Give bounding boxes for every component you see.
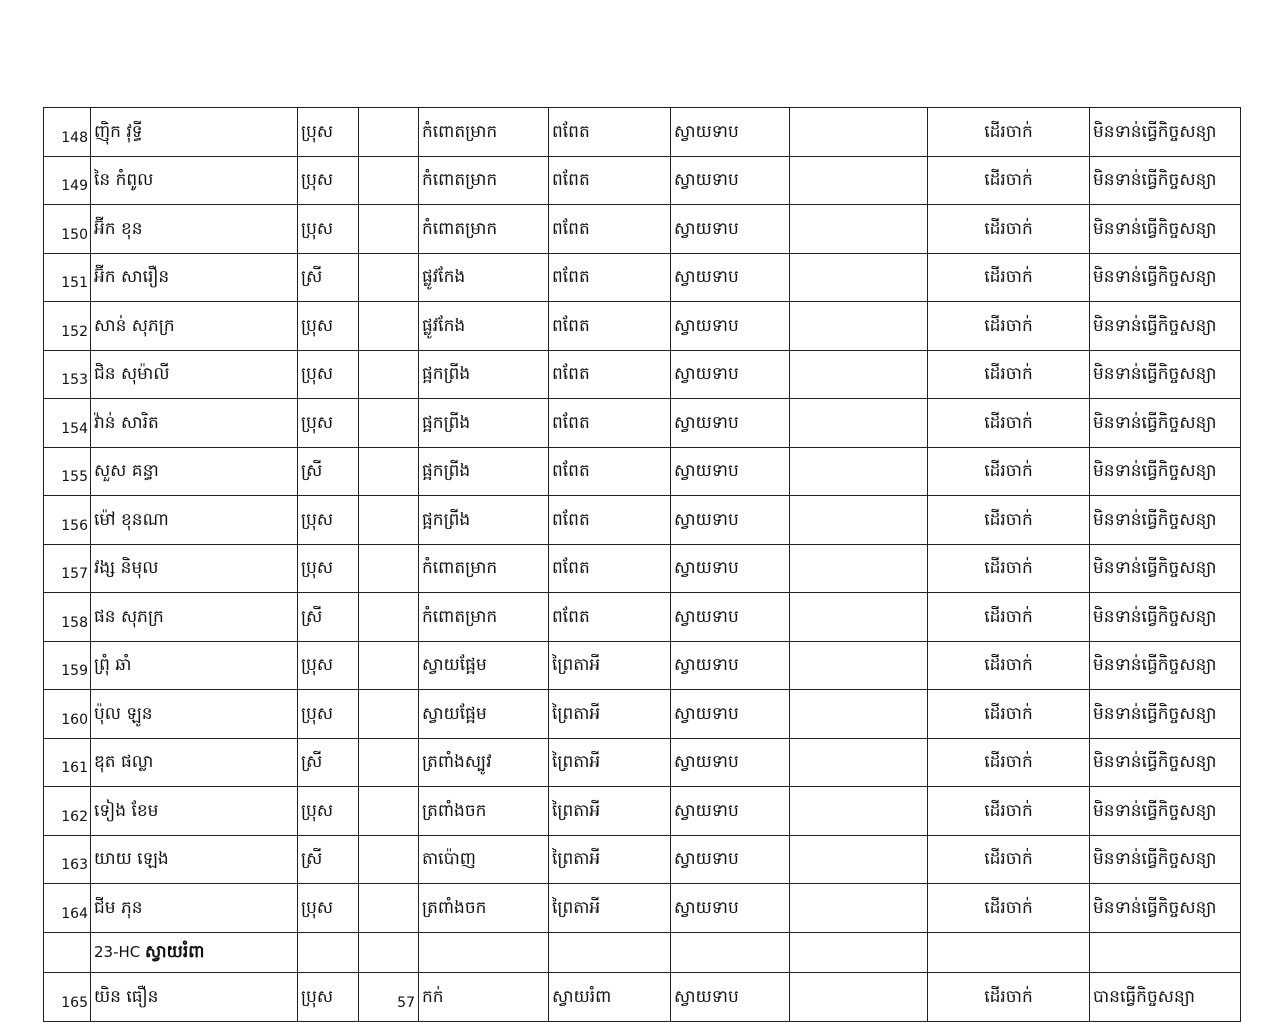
- district-cell: ស្វាយទាប: [671, 884, 790, 933]
- row-number-cell: 154: [44, 399, 91, 448]
- age-cell: [359, 108, 419, 157]
- sex-cell: ស្រី: [298, 447, 359, 496]
- table-row: [44, 973, 1241, 1022]
- age-cell: [359, 302, 419, 351]
- village-cell: ត្រពាំងចក: [419, 787, 549, 836]
- contract-result-cell: មិនទាន់ធ្វើកិច្ចសន្យា: [1090, 787, 1241, 836]
- age-cell: [359, 835, 419, 884]
- group-blank-cell: [549, 932, 671, 973]
- row-number-cell: 160: [44, 690, 91, 739]
- group-blank-cell: [419, 932, 549, 973]
- sex-cell: ប្រុស: [298, 787, 359, 836]
- sex-cell: ប្រុស: [298, 641, 359, 690]
- sex-cell: ប្រុស: [298, 399, 359, 448]
- age-cell: [359, 253, 419, 302]
- contract-result-cell: មិនទាន់ធ្វើកិច្ចសន្យា: [1090, 447, 1241, 496]
- sex-cell: ស្រី: [298, 253, 359, 302]
- row-number-cell: 158: [44, 593, 91, 642]
- status-cell: ដើរចាក់: [928, 302, 1090, 351]
- age-cell: [359, 544, 419, 593]
- status-cell: ដើរចាក់: [928, 496, 1090, 545]
- contract-result-cell: មិនទាន់ធ្វើកិច្ចសន្យា: [1090, 738, 1241, 787]
- district-cell: ស្វាយទាប: [671, 253, 790, 302]
- contract-result-cell: មិនទាន់ធ្វើកិច្ចសន្យា: [1090, 302, 1241, 351]
- blank-column-cell: [790, 399, 928, 448]
- group-blank-cell: [298, 932, 359, 973]
- table-row: [44, 447, 1241, 496]
- group-label-cell: [91, 932, 298, 973]
- commune-cell: ពពែត: [549, 205, 671, 254]
- commune-cell: ពពែត: [549, 156, 671, 205]
- table-row: [44, 399, 1241, 448]
- person-name-cell: ផន សុភក្រ: [91, 593, 298, 642]
- sex-cell: ប្រុស: [298, 156, 359, 205]
- contract-result-cell: មិនទាន់ធ្វើកិច្ចសន្យា: [1090, 156, 1241, 205]
- document-sheet: [43, 107, 1241, 1022]
- district-cell: ស្វាយទាប: [671, 302, 790, 351]
- row-number-cell: 149: [44, 156, 91, 205]
- person-name-cell: ជីម ភុន: [91, 884, 298, 933]
- person-name-cell: អ៊ីក សារឿន: [91, 253, 298, 302]
- person-name-cell: នៃ កំពូល: [91, 156, 298, 205]
- row-number-cell: 151: [44, 253, 91, 302]
- village-cell: ផ្លូវកែង: [419, 253, 549, 302]
- commune-cell: ពពែត: [549, 447, 671, 496]
- commune-cell: ព្រៃតាអី: [549, 738, 671, 787]
- commune-cell: ពពែត: [549, 496, 671, 545]
- district-cell: ស្វាយទាប: [671, 738, 790, 787]
- village-cell: ស្វាយផ្អែម: [419, 641, 549, 690]
- sex-cell: ប្រុស: [298, 544, 359, 593]
- commune-cell: ពពែត: [549, 544, 671, 593]
- group-blank-cell: [790, 932, 928, 973]
- contract-result-cell: បានធ្វើកិច្ចសន្យា: [1090, 973, 1241, 1022]
- commune-cell: ពពែត: [549, 108, 671, 157]
- village-cell: ផ្អកព្រីង: [419, 496, 549, 545]
- table-row: [44, 641, 1241, 690]
- blank-column-cell: [790, 350, 928, 399]
- person-name-cell: សួស គន្ធា: [91, 447, 298, 496]
- status-cell: ដើរចាក់: [928, 108, 1090, 157]
- age-cell: [359, 738, 419, 787]
- table-row: [44, 350, 1241, 399]
- table-row: [44, 738, 1241, 787]
- group-blank-cell: [1090, 932, 1241, 973]
- village-cell: ត្រពាំងស្បូវ: [419, 738, 549, 787]
- person-name-cell: ជិន សុម៉ាលី: [91, 350, 298, 399]
- status-cell: ដើរចាក់: [928, 156, 1090, 205]
- district-cell: ស្វាយទាប: [671, 350, 790, 399]
- contract-result-cell: មិនទាន់ធ្វើកិច្ចសន្យា: [1090, 835, 1241, 884]
- age-cell: [359, 496, 419, 545]
- status-cell: ដើរចាក់: [928, 205, 1090, 254]
- group-blank-cell: [44, 932, 91, 973]
- person-name-cell: សាន់ សុភក្រ: [91, 302, 298, 351]
- table-row: [44, 544, 1241, 593]
- age-cell: [359, 205, 419, 254]
- village-cell: កំពោតម្រាក: [419, 156, 549, 205]
- commune-cell: ព្រៃតាអី: [549, 835, 671, 884]
- table-row: [44, 787, 1241, 836]
- blank-column-cell: [790, 156, 928, 205]
- age-cell: [359, 350, 419, 399]
- sex-cell: ស្រី: [298, 835, 359, 884]
- status-cell: ដើរចាក់: [928, 447, 1090, 496]
- contract-result-cell: មិនទាន់ធ្វើកិច្ចសន្យា: [1090, 544, 1241, 593]
- sex-cell: ប្រុស: [298, 884, 359, 933]
- table-row: [44, 690, 1241, 739]
- table-row: [44, 884, 1241, 933]
- table-row: [44, 108, 1241, 157]
- status-cell: ដើរចាក់: [928, 253, 1090, 302]
- district-cell: ស្វាយទាប: [671, 544, 790, 593]
- status-cell: ដើរចាក់: [928, 835, 1090, 884]
- status-cell: ដើរចាក់: [928, 690, 1090, 739]
- village-cell: តាប៉ោញ: [419, 835, 549, 884]
- sex-cell: ប្រុស: [298, 973, 359, 1022]
- village-cell: ស្វាយផ្អែម: [419, 690, 549, 739]
- blank-column-cell: [790, 787, 928, 836]
- commune-cell: ពពែត: [549, 302, 671, 351]
- blank-column-cell: [790, 973, 928, 1022]
- contract-result-cell: មិនទាន់ធ្វើកិច្ចសន្យា: [1090, 205, 1241, 254]
- blank-column-cell: [790, 496, 928, 545]
- commune-cell: ព្រៃតាអី: [549, 884, 671, 933]
- commune-cell: ព្រៃតាអី: [549, 787, 671, 836]
- district-cell: ស្វាយទាប: [671, 787, 790, 836]
- status-cell: ដើរចាក់: [928, 544, 1090, 593]
- blank-column-cell: [790, 205, 928, 254]
- person-name-cell: យិន ធឿន: [91, 973, 298, 1022]
- data-table: [43, 107, 1241, 1022]
- blank-column-cell: [790, 835, 928, 884]
- contract-result-cell: មិនទាន់ធ្វើកិច្ចសន្យា: [1090, 593, 1241, 642]
- group-code: 23-HC: [94, 943, 141, 962]
- contract-result-cell: មិនទាន់ធ្វើកិច្ចសន្យា: [1090, 108, 1241, 157]
- sex-cell: ប្រុស: [298, 496, 359, 545]
- person-name-cell: ឌុត ផល្លា: [91, 738, 298, 787]
- row-number-cell: 163: [44, 835, 91, 884]
- sex-cell: ប្រុស: [298, 302, 359, 351]
- row-number-cell: 161: [44, 738, 91, 787]
- district-cell: ស្វាយទាប: [671, 447, 790, 496]
- table-row: [44, 253, 1241, 302]
- village-cell: កំពោតម្រាក: [419, 593, 549, 642]
- row-number-cell: 153: [44, 350, 91, 399]
- person-name-cell: ម៉ៅ ខុនណា: [91, 496, 298, 545]
- district-cell: ស្វាយទាប: [671, 156, 790, 205]
- sex-cell: ស្រី: [298, 593, 359, 642]
- village-cell: ត្រពាំងចក: [419, 884, 549, 933]
- age-cell: [359, 156, 419, 205]
- blank-column-cell: [790, 253, 928, 302]
- age-cell: [359, 787, 419, 836]
- commune-cell: ស្វាយរំពា: [549, 973, 671, 1022]
- district-cell: ស្វាយទាប: [671, 399, 790, 448]
- person-name-cell: វ៉ាន់ សារិត: [91, 399, 298, 448]
- row-number-cell: 155: [44, 447, 91, 496]
- sex-cell: ប្រុស: [298, 350, 359, 399]
- contract-result-cell: មិនទាន់ធ្វើកិច្ចសន្យា: [1090, 253, 1241, 302]
- contract-result-cell: មិនទាន់ធ្វើកិច្ចសន្យា: [1090, 496, 1241, 545]
- status-cell: ដើរចាក់: [928, 738, 1090, 787]
- person-name-cell: ព្រុំ ឆាំ: [91, 641, 298, 690]
- district-cell: ស្វាយទាប: [671, 108, 790, 157]
- age-cell: [359, 690, 419, 739]
- status-cell: ដើរចាក់: [928, 399, 1090, 448]
- person-name-cell: វង្ស និមុល: [91, 544, 298, 593]
- status-cell: ដើរចាក់: [928, 787, 1090, 836]
- group-blank-cell: [359, 932, 419, 973]
- contract-result-cell: មិនទាន់ធ្វើកិច្ចសន្យា: [1090, 350, 1241, 399]
- table-row: [44, 593, 1241, 642]
- table-row: [44, 835, 1241, 884]
- blank-column-cell: [790, 641, 928, 690]
- table-row: [44, 156, 1241, 205]
- person-name-cell: ញ៉ិក វុទ្ធី: [91, 108, 298, 157]
- group-blank-cell: [928, 932, 1090, 973]
- blank-column-cell: [790, 738, 928, 787]
- sex-cell: ប្រុស: [298, 108, 359, 157]
- person-name-cell: អ៊ីក ខុន: [91, 205, 298, 254]
- age-cell: 57: [359, 973, 419, 1022]
- blank-column-cell: [790, 884, 928, 933]
- person-name-cell: ប៉ុល ឡូន: [91, 690, 298, 739]
- row-number-cell: 152: [44, 302, 91, 351]
- village-cell: ផ្អកព្រីង: [419, 447, 549, 496]
- age-cell: [359, 641, 419, 690]
- commune-cell: ពពែត: [549, 350, 671, 399]
- village-cell: ផ្អកព្រីង: [419, 399, 549, 448]
- village-cell: ផ្អកព្រីង: [419, 350, 549, 399]
- blank-column-cell: [790, 108, 928, 157]
- row-number-cell: 157: [44, 544, 91, 593]
- village-cell: កំពោតម្រាក: [419, 544, 549, 593]
- row-number-cell: 165: [44, 973, 91, 1022]
- sex-cell: ប្រុស: [298, 205, 359, 254]
- row-number-cell: 164: [44, 884, 91, 933]
- sex-cell: ប្រុស: [298, 690, 359, 739]
- status-cell: ដើរចាក់: [928, 973, 1090, 1022]
- commune-cell: ពពែត: [549, 593, 671, 642]
- age-cell: [359, 884, 419, 933]
- blank-column-cell: [790, 593, 928, 642]
- commune-cell: ពពែត: [549, 253, 671, 302]
- sex-cell: ស្រី: [298, 738, 359, 787]
- row-number-cell: 159: [44, 641, 91, 690]
- row-number-cell: 150: [44, 205, 91, 254]
- district-cell: ស្វាយទាប: [671, 690, 790, 739]
- status-cell: ដើរចាក់: [928, 350, 1090, 399]
- contract-result-cell: មិនទាន់ធ្វើកិច្ចសន្យា: [1090, 641, 1241, 690]
- table-row: [44, 302, 1241, 351]
- row-number-cell: 156: [44, 496, 91, 545]
- age-cell: [359, 399, 419, 448]
- blank-column-cell: [790, 302, 928, 351]
- table-body: [44, 108, 1241, 1022]
- district-cell: ស្វាយទាប: [671, 593, 790, 642]
- row-number-cell: 162: [44, 787, 91, 836]
- table-row: [44, 205, 1241, 254]
- status-cell: ដើរចាក់: [928, 593, 1090, 642]
- status-cell: ដើរចាក់: [928, 884, 1090, 933]
- commune-cell: ព្រៃតាអី: [549, 690, 671, 739]
- district-cell: ស្វាយទាប: [671, 973, 790, 1022]
- table-row: [44, 496, 1241, 545]
- district-cell: ស្វាយទាប: [671, 496, 790, 545]
- person-name-cell: យាយ ឡេង: [91, 835, 298, 884]
- blank-column-cell: [790, 447, 928, 496]
- village-cell: កំពោតម្រាក: [419, 108, 549, 157]
- district-cell: ស្វាយទាប: [671, 835, 790, 884]
- blank-column-cell: [790, 690, 928, 739]
- age-cell: [359, 447, 419, 496]
- village-cell: កំពោតម្រាក: [419, 205, 549, 254]
- group-header-row: [44, 932, 1241, 973]
- village-cell: កក់: [419, 973, 549, 1022]
- village-cell: ផ្លូវកែង: [419, 302, 549, 351]
- district-cell: ស្វាយទាប: [671, 205, 790, 254]
- contract-result-cell: មិនទាន់ធ្វើកិច្ចសន្យា: [1090, 399, 1241, 448]
- age-cell: [359, 593, 419, 642]
- contract-result-cell: មិនទាន់ធ្វើកិច្ចសន្យា: [1090, 884, 1241, 933]
- blank-column-cell: [790, 544, 928, 593]
- row-number-cell: 148: [44, 108, 91, 157]
- commune-cell: ពពែត: [549, 399, 671, 448]
- commune-cell: ព្រៃតាអី: [549, 641, 671, 690]
- group-blank-cell: [671, 932, 790, 973]
- district-cell: ស្វាយទាប: [671, 641, 790, 690]
- status-cell: ដើរចាក់: [928, 641, 1090, 690]
- contract-result-cell: មិនទាន់ធ្វើកិច្ចសន្យា: [1090, 690, 1241, 739]
- group-name: ស្វាយរំពា: [145, 942, 205, 963]
- person-name-cell: ទៀង ខែម: [91, 787, 298, 836]
